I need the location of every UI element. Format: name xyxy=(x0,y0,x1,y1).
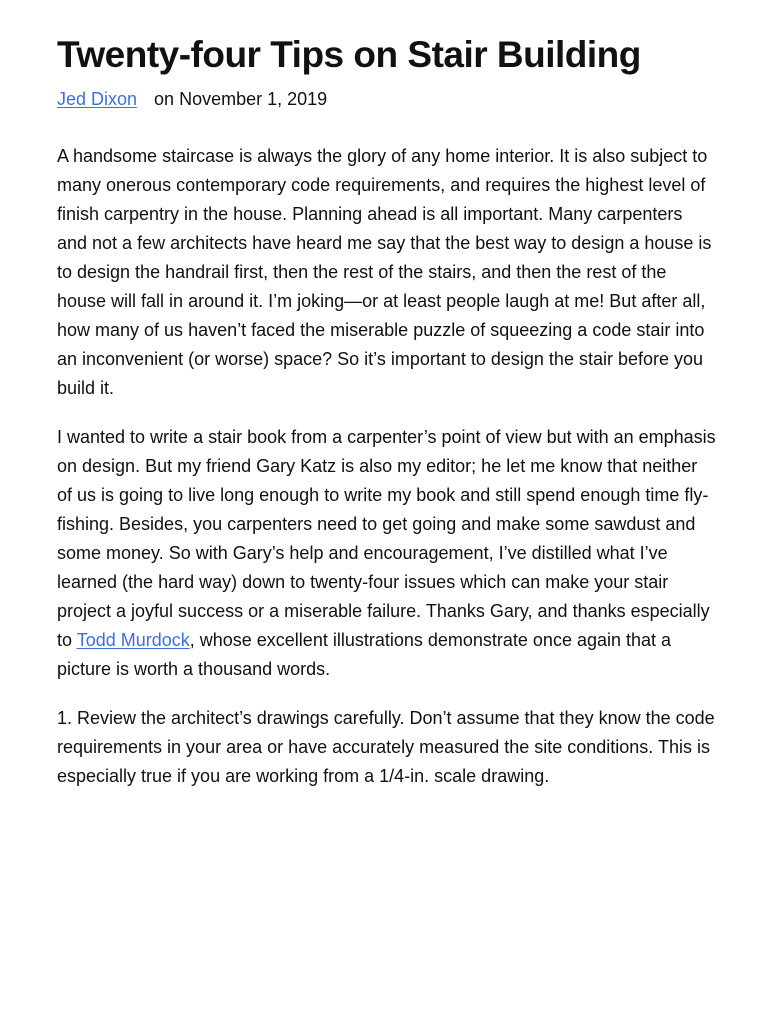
byline xyxy=(57,86,716,112)
paragraph-book-text-end: , whose excellent illustrations demonstrate once again that a picture is worth a thousand words. xyxy=(57,630,672,679)
article-title: Twenty-four Tips on Stair Building xyxy=(57,34,641,75)
illustrator-link[interactable]: Todd Murdock xyxy=(76,630,190,650)
tip-1-paragraph: 1. Review the architect’s drawings carefully. Don’t assume that they know the code requirements in your area or have accurately measured the site conditions. This is especially true if you are working from a 1/4-in. scale drawing. xyxy=(57,708,715,786)
author-link[interactable]: Jed Dixon xyxy=(57,89,138,109)
publish-date: on November 1, 2019 xyxy=(154,89,328,109)
paragraph-book-text: I wanted to write a stair book from a carpenter’s point of view but with an emphasis on design. But my friend Gary Katz is also my editor; he let me know that neither of us is going to live long enough to write my book and still spend enough time fly-fishing. Besides, you carpenters need to get going and make some sawdust and some money. So with Gary’s help and encouragement, I’ve distilled what I’ve learned (the hard way) down to twenty-four issues which can make your stair project a joyful success or a miserable failure. Thanks Gary, and thanks especially to xyxy=(57,427,716,650)
paragraph-intro: A handsome staircase is always the glory of any home interior. It is also subject to many onerous contemporary code requirements, and requires the highest level of finish carpentry in the house. Planning ahead is all important. Many carpenters and not a few architects have heard me say that the best way to design a house is to design the handrail first, then the rest of the stairs, and then the rest of the house will fall in around it. I’m joking—or at least people laugh at me! But after all, how many of us haven’t faced the miserable puzzle of squeezing a code stair into an inconvenient (or worse) space? So it’s important to design the stair before you build it. xyxy=(57,146,712,398)
paragraph-book xyxy=(57,423,716,684)
